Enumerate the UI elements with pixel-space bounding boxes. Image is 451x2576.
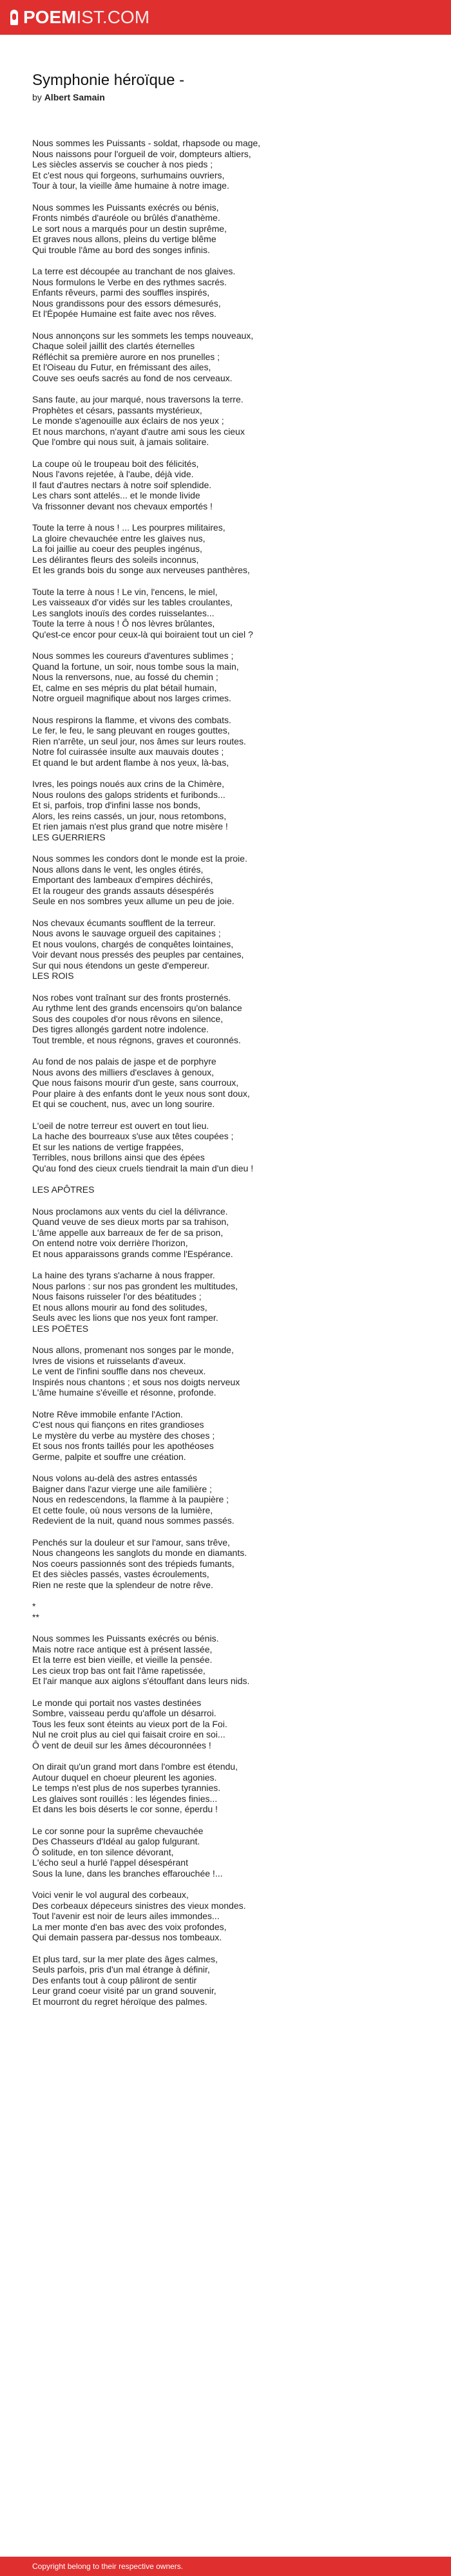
poem-line: Nous naissons pour l'orgueil de voir, dompteurs altiers, <box>32 148 251 159</box>
poem-line: On entend notre voix derrière l'horizon, <box>32 1238 188 1248</box>
logo-text-rest: IST.COM <box>76 7 150 27</box>
poem-line: Fronts nimbés d'auréole ou brûlés d'anathème. <box>32 213 220 223</box>
poem-line: Et nous apparaissons grands comme l'Espérance. <box>32 1248 233 1259</box>
poem-line: Nous l'avons rejetée, à l'aube, déjà vide. <box>32 469 194 479</box>
poem-line: Nos robes vont traînant sur des fronts prosternés. <box>32 992 231 1003</box>
poem-line: Germe, palpite et souffre une création. <box>32 1451 186 1462</box>
poem-line: * <box>32 1601 36 1611</box>
poem-line: Nous sommes les Puissants exécrés ou bénis, <box>32 202 219 213</box>
poem-line: Nous roulons des galops stridents et furibonds... <box>32 789 225 800</box>
poem-line: LES ROIS <box>32 971 74 981</box>
poem-line: Nos chevaux écumants soufflent de la terreur. <box>32 917 216 928</box>
poem-line: Et nous voulons, chargés de conquêtes lointaines, <box>32 938 234 949</box>
poem-line: Nous changeons les sanglots du monde en diamants. <box>32 1548 247 1558</box>
poem-line: C'est nous qui fiançons en rites grandioses <box>32 1419 204 1430</box>
poem-stanza <box>32 1537 419 1591</box>
poem-title: Symphonie héroïque - <box>32 71 185 89</box>
poem-line: Leur grand coeur visité par un grand souvenir, <box>32 1985 216 1996</box>
poem-line: Sous la lune, dans les branches effarouchée !... <box>32 1868 223 1879</box>
poem-line: Pour plaire à des enfants dont le yeux nous sont doux, <box>32 1088 250 1099</box>
poem-line: Alors, les reins cassés, un jour, nous retombons, <box>32 810 227 821</box>
poem-line: Nous proclamons aux vents du ciel la délivrance. <box>32 1206 228 1217</box>
poem-line: Et l'Oiseau du Futur, en frémissant des ailes, <box>32 362 211 372</box>
poem-line: Que nous faisons mourir d'un geste, sans courroux, <box>32 1077 239 1088</box>
poem-line: Qu'au fond des cieux cruels tiendrait la main d'un dieu ! <box>32 1162 254 1173</box>
poem-line: Et l'Épopée Humaine est faite avec nos rêves. <box>32 308 216 319</box>
poem-line: Seule en nos sombres yeux allume un peu de joie. <box>32 896 235 906</box>
poem-line: Nous la renversons, nue, au fossé du chemin ; <box>32 672 218 682</box>
poem-line: Nous sommes les condors dont le monde est la proie. <box>32 853 247 864</box>
poem-line: Quand la fortune, un soir, nous tombe sous la main, <box>32 661 239 672</box>
poem-stanza <box>32 1473 419 1526</box>
poem-line: Les sanglots inouïs des cordes ruisselantes... <box>32 607 215 618</box>
poem-line: Et sur les nations de vertige frappées, <box>32 1141 184 1152</box>
poem-line: Ô solitude, en ton silence dévorant, <box>32 1846 174 1857</box>
poem-line: Baigner dans l'azur vierge une aile familière ; <box>32 1483 212 1494</box>
copyright-text: Copyright belong to their respective owners. <box>32 2562 184 2571</box>
poem-line: Des enfants tout à coup pâliront de sentir <box>32 1975 197 1985</box>
poem-line: Nous annonçons sur les sommets les temps nouveaux, <box>32 330 254 341</box>
poem-line: Nul ne croit plus au ciel qui faisait croire en soi... <box>32 1729 225 1739</box>
poem-line: Et cette foule, où nous versons de la lumière, <box>32 1504 213 1515</box>
poem-line: Nos coeurs passionnés sont des trépieds fumants, <box>32 1558 235 1569</box>
poem-line: Autour duquel en choeur pleurent les agonies. <box>32 1772 217 1783</box>
poem-line: Voir devant nous pressés des peuples par centaines, <box>32 949 244 960</box>
poem-line: Penchés sur la douleur et sur l'amour, sans trêve, <box>32 1537 230 1548</box>
poem-line: Nous avons le sauvage orgueil des capitaines ; <box>32 928 221 938</box>
poem-line: Sur qui nous étendons un geste d'empereur. <box>32 960 210 971</box>
poem-line: Des corbeaux dépeceurs sinistres des vieux mondes. <box>32 1900 246 1911</box>
poem-line: L'oeil de notre terreur est ouvert en tout lieu. <box>32 1120 209 1131</box>
poem-line: Terribles, nous brillons ainsi que des épées <box>32 1152 205 1162</box>
poem-line: Mais notre race antique est à présent lassée, <box>32 1643 213 1654</box>
poem-line: Les siècles asservis se coucher à nos pieds ; <box>32 159 213 169</box>
poem-line: La gloire chevauchée entre les glaives nus, <box>32 533 206 544</box>
poem-line: Nous respirons la flamme, et vivons des combats. <box>32 714 231 725</box>
poem-line: Qu'est-ce encor pour ceux-là qui boiraient tout un ciel ? <box>32 629 253 639</box>
poem-line: Notre fol cuirassée insulte aux mauvais doutes ; <box>32 746 224 757</box>
poem-line: Ivres de visions et ruisselants d'aveux. <box>32 1355 186 1366</box>
poem-line: Les cieux trop bas ont fait l'âme rapetissée, <box>32 1665 206 1676</box>
poem-line: Qui trouble l'âme au bord des songes infinis. <box>32 244 210 255</box>
poem-stanza <box>32 650 419 704</box>
poem-line: Le sort nous a marqués pour un destin suprême, <box>32 223 227 234</box>
poem-line: Et graves nous allons, pleins du vertige blême <box>32 234 216 244</box>
poem-line: Redevient de la nuit, quand nous sommes passés. <box>32 1515 235 1526</box>
poem-line: Des Chasseurs d'Idéal au galop fulgurant. <box>32 1836 200 1846</box>
poem-line: On dirait qu'un grand mort dans l'ombre est étendu, <box>32 1761 238 1772</box>
poem-byline <box>32 91 419 103</box>
poem-line: Prophètes et césars, passants mystérieux, <box>32 404 202 415</box>
poem-line: Sous des coupoles d'or nous rêvons en silence, <box>32 1013 224 1024</box>
poem-line: Il faut d'autres nectars à notre soif splendide. <box>32 479 212 490</box>
poem-line: Et rien jamais n'est plus grand que notre misère ! <box>32 821 228 831</box>
poem-line: Et la rougeur des grands assauts désespérés <box>32 885 214 896</box>
poem-line: Nous allons, promenant nos songes par le monde, <box>32 1345 234 1355</box>
poem-stanza <box>32 1345 419 1398</box>
poem-stanza <box>32 1889 419 1943</box>
poem-line: Tour à tour, la vieille âme humaine à notre image. <box>32 180 229 191</box>
poem-line: Le cor sonne pour la suprême chevauchée <box>32 1825 204 1836</box>
poem-line: Emportant des lambeaux d'empires déchirés, <box>32 875 213 885</box>
poem-line: Et quand le but ardent flambe à nos yeux, là-bas, <box>32 757 229 768</box>
logo-icon <box>10 10 18 25</box>
poem-line: Au rythme lent des grands encensoirs qu'on balance <box>32 1003 242 1013</box>
poem-stanza <box>32 1601 419 1622</box>
poem-stanza <box>32 330 419 384</box>
poem-line: Les délirantes fleurs des soleils inconnus, <box>32 554 199 565</box>
poem-line: Réfléchit sa première aurore en nos prunelles ; <box>32 351 220 362</box>
poem-line: Seuls parfois, pris d'un mal étrange à définir, <box>32 1964 210 1975</box>
poem-line: Le fer, le feu, le sang pleuvant en rouges gouttes, <box>32 725 230 735</box>
poem-line: Toute la terre à nous ! Ô nos lèvres brûlantes, <box>32 618 215 629</box>
poem-stanza <box>32 1826 419 1879</box>
poem-line: Tout tremble, et nous régnons, graves et couronnés. <box>32 1034 241 1045</box>
poem-line: Toute la terre à nous ! ... Les pourpres militaires, <box>32 522 225 533</box>
poem-line: La foi jaillie au coeur des peuples ingénus, <box>32 544 202 554</box>
site-logo[interactable] <box>10 8 149 26</box>
poem-line: Nous faisons ruisseler l'or des béatitudes ; <box>32 1291 202 1302</box>
poem-stanza <box>32 1633 419 1687</box>
poem-stanza <box>32 522 419 576</box>
poem-line: Des tigres allongés gardent notre indolence. <box>32 1024 209 1034</box>
poem-stanza <box>32 853 419 907</box>
poem-stanza <box>32 202 419 256</box>
poem-stanza <box>32 1761 419 1815</box>
poem-line: ** <box>32 1611 39 1622</box>
poem-line: L'âme humaine s'éveille et résonne, profonde. <box>32 1387 216 1397</box>
poem-line: Le mystère du verbe au mystère des choses ; <box>32 1430 215 1441</box>
poem-stanza <box>32 918 419 981</box>
poem-line: Et la terre est bien vieille, et vieille la pensée. <box>32 1654 213 1665</box>
poem-stanza <box>32 992 419 1046</box>
poem-line: Nous en redescendons, la flamme à la paupière ; <box>32 1494 229 1504</box>
poem-stanza <box>32 779 419 842</box>
poem-line: Nous grandissons pour des essors démesurés, <box>32 298 221 308</box>
poem-line: Que l'ombre qui nous suit, à jamais solitaire. <box>32 437 209 447</box>
poem-line: Ivres, les poings noués aux crins de la Chimère, <box>32 779 225 789</box>
poem-line: Nous sommes les Puissants exécrés ou bénis. <box>32 1633 219 1643</box>
poem-line: LES POËTES <box>32 1323 89 1334</box>
poem-line: Ô vent de deuil sur les âmes découronnées ! <box>32 1739 211 1750</box>
poem-stanza <box>32 1056 419 1110</box>
poem-line: Voici venir le vol augural des corbeaux, <box>32 1889 189 1900</box>
logo-text <box>23 8 149 26</box>
poem-line: La terre est découpée au tranchant de nos glaives. <box>32 266 236 276</box>
poem-line: Le monde qui portait nos vastes destinées <box>32 1697 202 1708</box>
poem-stanza <box>32 1954 419 2007</box>
poem-line: Va frissonner devant nos chevaux emportés ! <box>32 500 213 511</box>
poem-line: Sombre, vaisseau perdu qu'affole un désarroi. <box>32 1708 216 1718</box>
poem-line: Le temps n'est plus de nos superbes tyrannies. <box>32 1783 221 1793</box>
poem-line: LES APÔTRES <box>32 1184 95 1195</box>
poem-line: Et nous allons mourir au fond des solitudes, <box>32 1302 207 1312</box>
poem-line: Notre Rêve immobile enfante l'Action. <box>32 1408 183 1419</box>
poem-line: Nous avons des milliers d'esclaves à genoux, <box>32 1066 215 1077</box>
poem-line: Rien ne reste que la splendeur de notre rêve. <box>32 1579 213 1590</box>
poem-line: Et des siècles passés, vastes écroulements, <box>32 1569 209 1579</box>
logo-text-bold: POEM <box>23 7 77 27</box>
poem-line: Et plus tard, sur la mer plate des âges calmes, <box>32 1953 218 1964</box>
site-header <box>0 0 451 35</box>
poem-line: Et sous nos fronts taillés pour les apothéoses <box>32 1441 214 1451</box>
poem-line: Toute la terre à nous ! Le vin, l'encens, le miel, <box>32 586 218 597</box>
poem-line: Les glaives sont rouillés : les légendes finies... <box>32 1793 218 1804</box>
poem-stanza <box>32 1206 419 1260</box>
poem-line: Qui demain passera par-dessus nos tombeaux. <box>32 1932 222 1942</box>
poem-line: Le vent de l'infini souffle dans nos cheveux. <box>32 1366 206 1376</box>
poem-line: Inspirés nous chantons ; et sous nos doigts nerveux <box>32 1376 240 1387</box>
poem-line: Nous sommes les coureurs d'aventures sublimes ; <box>32 650 234 661</box>
poem-line: Et, calme en ses mépris du plat bétail humain, <box>32 682 217 693</box>
poem-stanza <box>32 1270 419 1334</box>
poem-stanza <box>32 1121 419 1174</box>
poem-line: L'écho seul a hurlé l'appel désespérant <box>32 1857 188 1868</box>
poem-stanza <box>32 459 419 512</box>
poem-line: Couve ses oeufs sacrés au fond de nos cerveaux. <box>32 372 233 383</box>
poem-line: Nous formulons le Verbe en des rythmes sacrés. <box>32 276 227 287</box>
poem-line: La mer monte d'en bas avec des voix profondes, <box>32 1921 227 1932</box>
poem-line: Sans faute, au jour marqué, nous traversons la terre. <box>32 394 244 404</box>
poem-line: Chaque soleil jaillit des clartés éternelles <box>32 341 195 351</box>
poem-line: Notre orgueil magnifique about nos larges crimes. <box>32 693 231 703</box>
poem-line: Et l'air manque aux aiglons s'étouffant dans leurs nids. <box>32 1676 250 1686</box>
poem-line: Et qui se couchent, nus, avec un long sourire. <box>32 1099 215 1109</box>
poem-line: Tout l'avenir est noir de leurs ailes immondes... <box>32 1911 220 1921</box>
poem-line: Tous les feux sont éteints au vieux port de la Foi. <box>32 1718 227 1729</box>
poem-body <box>32 138 419 2007</box>
poem-line: Nous volons au-delà des astres entassés <box>32 1473 198 1483</box>
poem-stanza <box>32 1409 419 1463</box>
poem-stanza <box>32 715 419 768</box>
poem-stanza <box>32 138 419 191</box>
byline-prefix: by <box>32 92 42 102</box>
poem-line: Et les grands bois du songe aux nerveuses panthères, <box>32 565 250 575</box>
poem-line: Nous allons dans le vent, les ongles étirés, <box>32 864 204 875</box>
poem-line: Le monde s'agenouille aux éclairs de nos yeux ; <box>32 415 224 426</box>
poem-line: Et mourront du regret héroïque des palmes. <box>32 1996 207 2007</box>
poem-line: Les vaisseaux d'or vidés sur les tables croulantes, <box>32 597 233 607</box>
poem-line: Et c'est nous qui forgeons, surhumains ouvriers, <box>32 169 225 180</box>
poem-line: Au fond de nos palais de jaspe et de porphyre <box>32 1056 216 1066</box>
poem-line: L'âme appelle aux barreaux de fer de sa prison, <box>32 1227 224 1238</box>
poem-line: Et dans les bois déserts le cor sonne, éperdu ! <box>32 1804 218 1814</box>
poem-line: LES GUERRIERS <box>32 831 106 842</box>
poem-line: Rien n'arrête, un seul jour, nos âmes sur leurs routes. <box>32 735 246 746</box>
poem-stanza <box>32 587 419 640</box>
poem-line: Enfants rêveurs, parmi des souffles inspirés, <box>32 287 210 298</box>
poem-line: La haine des tyrans s'acharne à nous frapper. <box>32 1270 215 1280</box>
poem-stanza <box>32 1698 419 1751</box>
poem-line: Seuls avec les lions que nos yeux font ramper. <box>32 1312 218 1323</box>
poem-stanza <box>32 1184 419 1195</box>
poem-line: Nous parlons : sur nos pas grondent les multitudes, <box>32 1280 238 1291</box>
author-link[interactable]: Albert Samain <box>44 92 105 102</box>
poem-line: La hache des bourreaux s'use aux têtes coupées ; <box>32 1131 234 1141</box>
poem-line: Quand veuve de ses dieux morts par sa trahison, <box>32 1217 229 1227</box>
site-footer <box>0 2557 451 2576</box>
poem-line: Et nous marchons, n'ayant d'autre ami sous les cieux <box>32 426 245 437</box>
poem-article <box>32 71 419 2018</box>
poem-stanza <box>32 394 419 448</box>
poem-stanza <box>32 266 419 319</box>
poem-line: Nous sommes les Puissants - soldat, rhapsode ou mage, <box>32 138 261 148</box>
poem-line: Et si, parfois, trop d'infini lasse nos bonds, <box>32 800 201 810</box>
poem-line: La coupe où le troupeau boit des félicités, <box>32 458 199 469</box>
poem-line: Les chars sont attelés... et le monde livide <box>32 490 200 500</box>
